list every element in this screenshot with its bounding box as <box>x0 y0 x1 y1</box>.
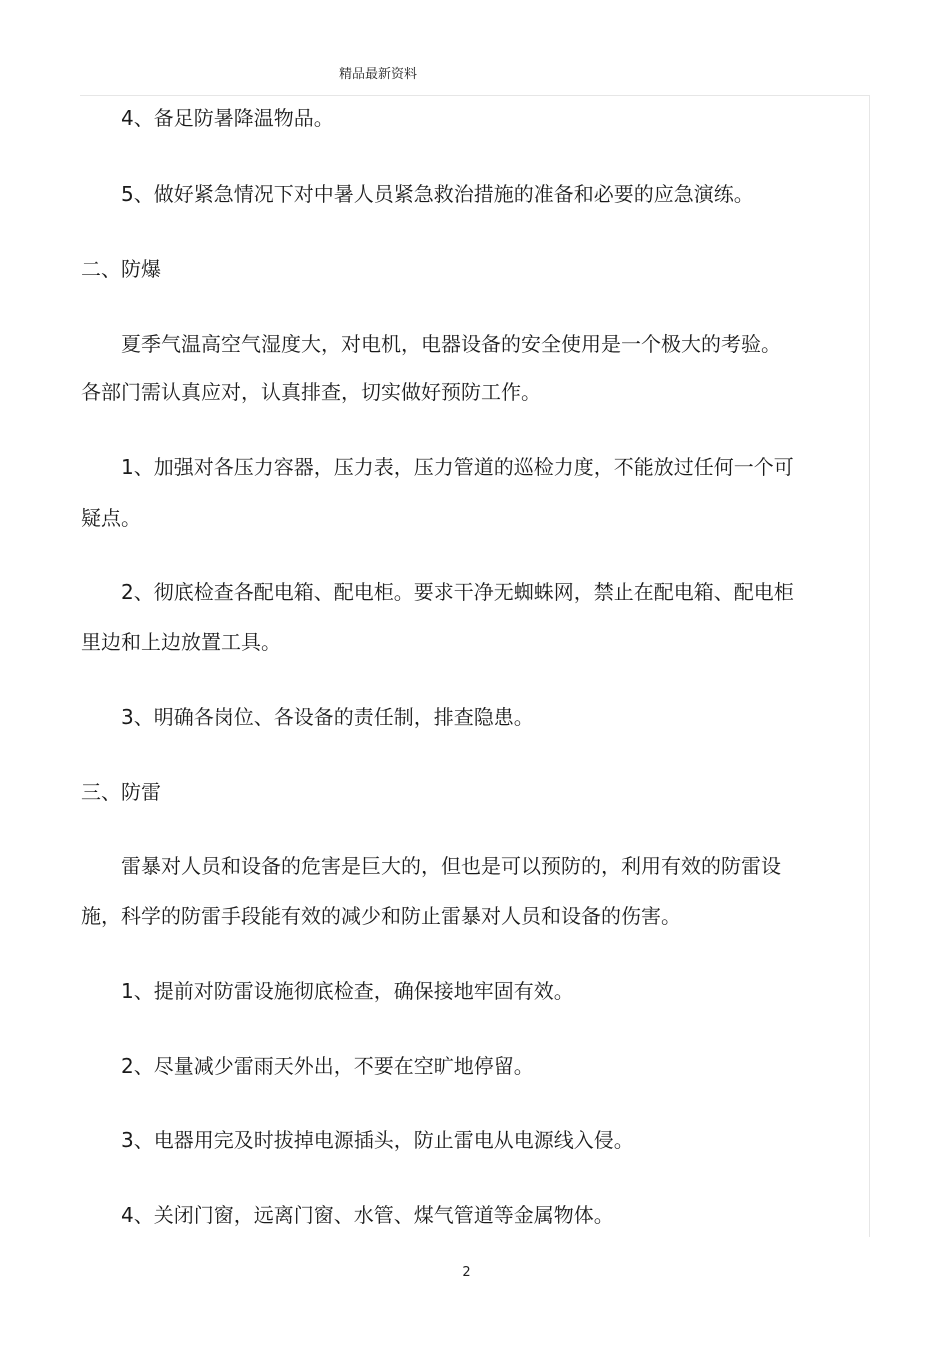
paragraph-line: 各部门需认真应对，认真排查，切实做好预防工作。 <box>81 380 541 404</box>
list-item: 1、加强对各压力容器，压力表，压力管道的巡检力度，不能放过任何一个可 <box>121 455 794 479</box>
list-item: 2、彻底检查各配电箱、配电柜。要求干净无蜘蛛网，禁止在配电箱、配电柜 <box>121 580 794 604</box>
list-item: 2、尽量减少雷雨天外出，不要在空旷地停留。 <box>121 1054 534 1078</box>
list-item: 4、备足防暑降温物品。 <box>121 106 334 130</box>
list-item: 4、关闭门窗，远离门窗、水管、煤气管道等金属物体。 <box>121 1203 614 1227</box>
list-item: 5、做好紧急情况下对中暑人员紧急救治措施的准备和必要的应急演练。 <box>121 182 754 206</box>
list-item: 1、提前对防雷设施彻底检查，确保接地牢固有效。 <box>121 979 574 1003</box>
list-item-continuation: 里边和上边放置工具。 <box>81 630 281 654</box>
paragraph-line: 夏季气温高空气湿度大，对电机，电器设备的安全使用是一个极大的考验。 <box>121 332 781 356</box>
list-item-continuation: 疑点。 <box>81 506 141 530</box>
list-item: 3、电器用完及时拔掉电源插头，防止雷电从电源线入侵。 <box>121 1128 634 1152</box>
section-heading: 二、防爆 <box>81 257 161 281</box>
header-divider <box>80 95 870 96</box>
list-item: 3、明确各岗位、各设备的责任制，排查隐患。 <box>121 705 534 729</box>
page-number: 2 <box>462 1265 471 1280</box>
section-heading: 三、防雷 <box>81 780 161 804</box>
paragraph-line: 雷暴对人员和设备的危害是巨大的，但也是可以预防的，利用有效的防雷设 <box>121 854 781 878</box>
paragraph-line: 施，科学的防雷手段能有效的减少和防止雷暴对人员和设备的伤害。 <box>81 904 681 928</box>
page-header-title: 精品最新资料 <box>339 67 418 82</box>
right-margin-divider <box>869 95 870 1237</box>
